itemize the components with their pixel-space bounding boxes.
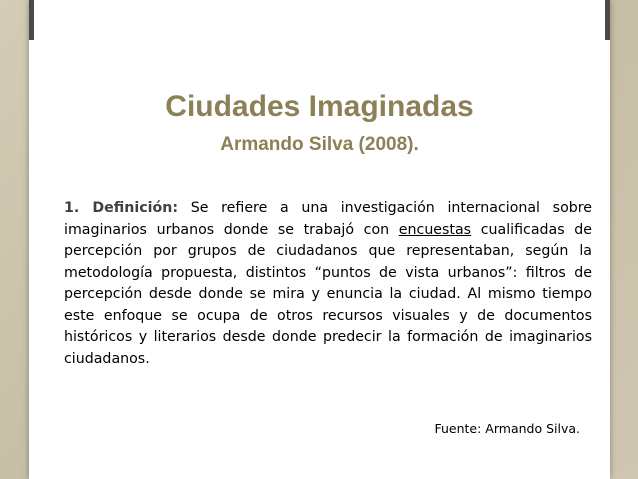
corner-mark-right <box>605 0 610 40</box>
definition-text-end: cualificadas de percepción por grupos de ciudadanos que representaban, según la metodología propuesta, distintos “puntos de vista urbanos”: filtros de percepción desde donde se mira y enuncia la ciudad. Al mismo tiempo este enfoque se ocupa de otros recursos visuales y de documentos históricos y literarios desde donde predecir la formación de imaginarios ciudadanos. <box>64 221 593 367</box>
corner-mark-left <box>29 0 34 40</box>
source-caption: Fuente: Armando Silva. <box>434 421 580 436</box>
underlined-word: encuestas <box>398 221 472 238</box>
definition-text-start: Se refiere a una investigación internacional sobre imaginarios urbanos donde se trabajó con <box>64 200 593 238</box>
slide-card <box>29 0 610 479</box>
definition-term: 1. Definición: <box>64 200 179 216</box>
definition-paragraph <box>64 198 592 370</box>
slide-title: Ciudades Imaginadas <box>165 90 474 123</box>
slide-subtitle: Armando Silva (2008). <box>220 134 419 155</box>
